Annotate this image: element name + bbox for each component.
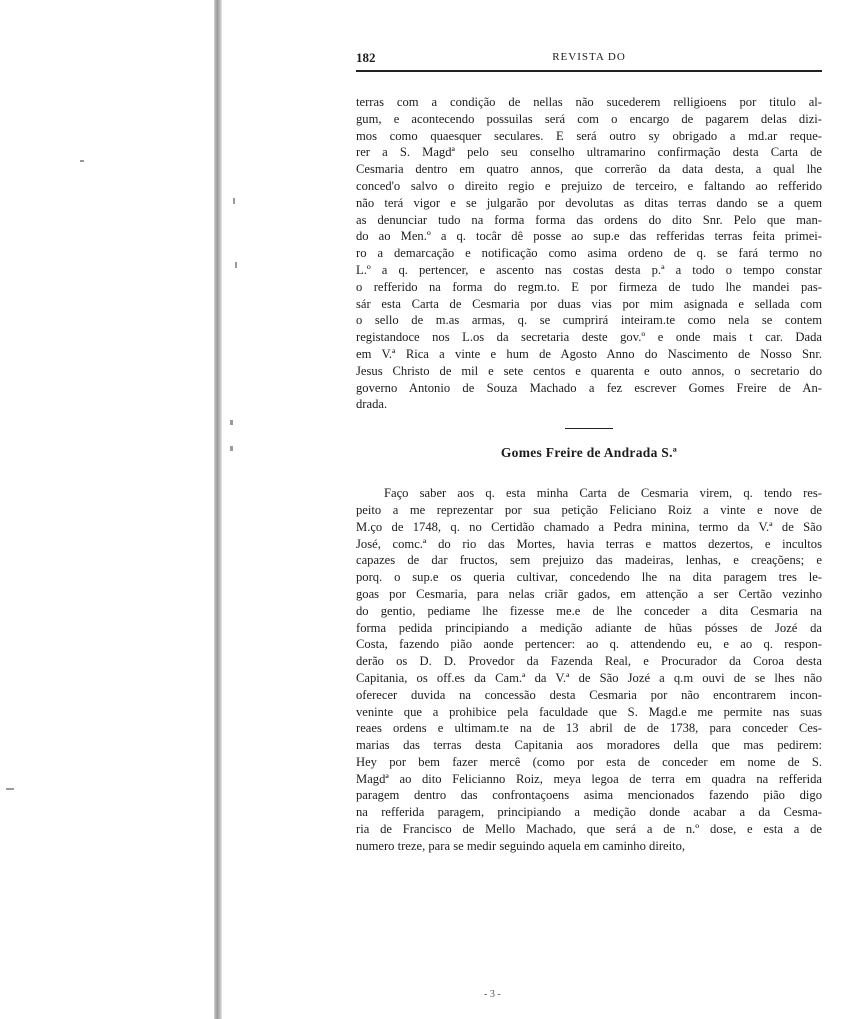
- margin-speck: [233, 198, 235, 204]
- text-line: Cesmaria dentro em quatro annos, que correrão da data desta, a qual lhe: [356, 162, 822, 177]
- paragraph-2: [356, 485, 822, 855]
- text-line: peito a me reprezentar por sua petição Feliciano Roiz a vinte e nove de: [356, 502, 822, 517]
- text-line: do ao Men.º a q. tocâr dê posse ao sup.e das refferidas terras feita primei-: [356, 229, 822, 244]
- book-binding-edge: [214, 0, 222, 1019]
- section-divider: [565, 428, 613, 429]
- margin-speck: [80, 160, 84, 162]
- text-line: o refferido na forma do regm.to. E por firmeza de tudo lhe mandei pas-: [356, 279, 822, 294]
- text-line: numero treze, para se medir seguindo aquela em caminho direito,: [356, 838, 686, 853]
- text-line: ria de Francisco de Mello Machado, que será a de n.º dose, e esta a de: [356, 822, 822, 837]
- text-line: derão os D. D. Provedor da Fazenda Real, e Procurador da Coroa desta: [356, 654, 822, 669]
- text-line: gum, e acontecendo possuilas será com o encargo de pagarem delas dizi-: [356, 111, 822, 126]
- text-line: Hey por bem fazer mercê (como por esta de conceder em nome de S.: [356, 754, 822, 769]
- text-line: Costa, fazendo pião aonde pertencer: ao q. attendendo eu, e ao q. respon-: [356, 637, 822, 652]
- header-rule: [356, 70, 822, 72]
- running-head: REVISTA DO: [552, 51, 626, 63]
- margin-speck: [235, 262, 237, 268]
- text-line: drada.: [356, 397, 388, 412]
- text-line: na refferida paragem, principiando a medição donde acabar a da Cesma-: [356, 805, 822, 820]
- margin-speck: [230, 446, 233, 451]
- section-title: Gomes Freire de Andrada S.ª: [500, 445, 678, 461]
- text-line: conced'o salvo o direito regio e prejuizo de terceiro, e faltando ao refferido: [356, 178, 822, 193]
- text-line: Jesus Christo de mil e sete centos e quarenta e outo annos, o secretario do: [356, 363, 822, 378]
- text-line: em V.ª Rica a vinte e hum de Agosto Anno do Nascimento de Nosso Snr.: [356, 346, 822, 361]
- text-line: as denunciar tudo na forma forma das ordens do dito Snr. Pelo que man-: [356, 212, 822, 227]
- document-page: [356, 50, 822, 855]
- text-line: Capitania, os off.es da Cam.ª da V.ª de São Jozé a q.m ouvi de se lhes não: [356, 670, 822, 685]
- text-line: mos como quaesquer seculares. E será outro sy obrigado a md.ar reque-: [356, 128, 822, 143]
- text-line: M.ço de 1748, q. no Certidão chamado a Pedra minina, termo da V.ª de São: [356, 519, 822, 534]
- text-line: ro a demarcação e notificação como asima ordeno de q. se fará termo no: [356, 246, 822, 261]
- text-line: rer a S. Magdª pelo seu conselho ultramarino confirmação desta Carta de: [356, 145, 822, 160]
- text-line: registandoce nos L.os da secretaria deste gov.º e onde mais t car. Dada: [356, 330, 822, 345]
- text-line: Magdª ao dito Felicianno Roiz, meya legoa de terra em quadra na refferida: [356, 771, 822, 786]
- text-line: governo Antonio de Souza Machado a fez escrever Gomes Freire de An-: [356, 380, 822, 395]
- text-line: o sello de m.as armas, q. se cumprirá inteiram.te como nela se contem: [356, 313, 822, 328]
- page-number: 182: [356, 50, 376, 65]
- text-line: marias das terras desta Capitania aos moradores della que mas pedirem:: [356, 738, 822, 753]
- text-line: porq. o sup.e os queria cultivar, concedendo lhe na dita paragem tres le-: [356, 570, 822, 585]
- text-line: Faço saber aos q. esta minha Carta de Cesmaria virem, q. tendo res-: [384, 486, 822, 501]
- text-line: capazes de dar fructos, sem prejuizo das madeiras, lenhas, e creaçõens; e: [356, 553, 822, 568]
- text-line: veninte que a prohibice pela faculdade que S. Magd.e me permite nas suas: [356, 704, 822, 719]
- text-line: paragem dentro das confrontaçoens asima mencionados fazendo pião digo: [356, 788, 822, 803]
- text-line: sár esta Carta de Cesmaria por duas vias por mim asignada e sellada com: [356, 296, 822, 311]
- paragraph-1: [356, 94, 822, 413]
- page-header: [356, 50, 822, 68]
- text-line: não terá vigor e se julgarão por devolutas as ditas terras dando se a quem: [356, 195, 822, 210]
- text-line: José, comc.ª do rio das Mortes, havia terras e mattos dezertos, e incultos: [356, 536, 822, 551]
- margin-speck: [230, 420, 233, 425]
- footer-mark: - 3 -: [484, 989, 501, 1000]
- text-line: terras com a condição de nellas não sucederem relligioens por titulo al-: [356, 95, 822, 109]
- text-line: do gentio, pediame lhe fizesse me.e de lhe conceder a dita Cesmaria na: [356, 603, 822, 618]
- text-line: reaes ordens e ultimam.te na de 13 abril de de 1738, para conceder Ces-: [356, 721, 822, 736]
- text-line: forma pedida principiando a medição adiante de hũas pósses de Jozé da: [356, 620, 822, 635]
- text-line: oferecer duvida na concessão desta Cesmaria por não encontrarem incon-: [356, 687, 822, 702]
- text-line: L.º a q. pertencer, e ascento nas costas desta p.ª a todo o tempo constar: [356, 262, 822, 277]
- margin-speck: [6, 788, 14, 790]
- text-line: goas por Cesmaria, para nelas criãr gados, em attenção a ser Certão vezinho: [356, 586, 822, 601]
